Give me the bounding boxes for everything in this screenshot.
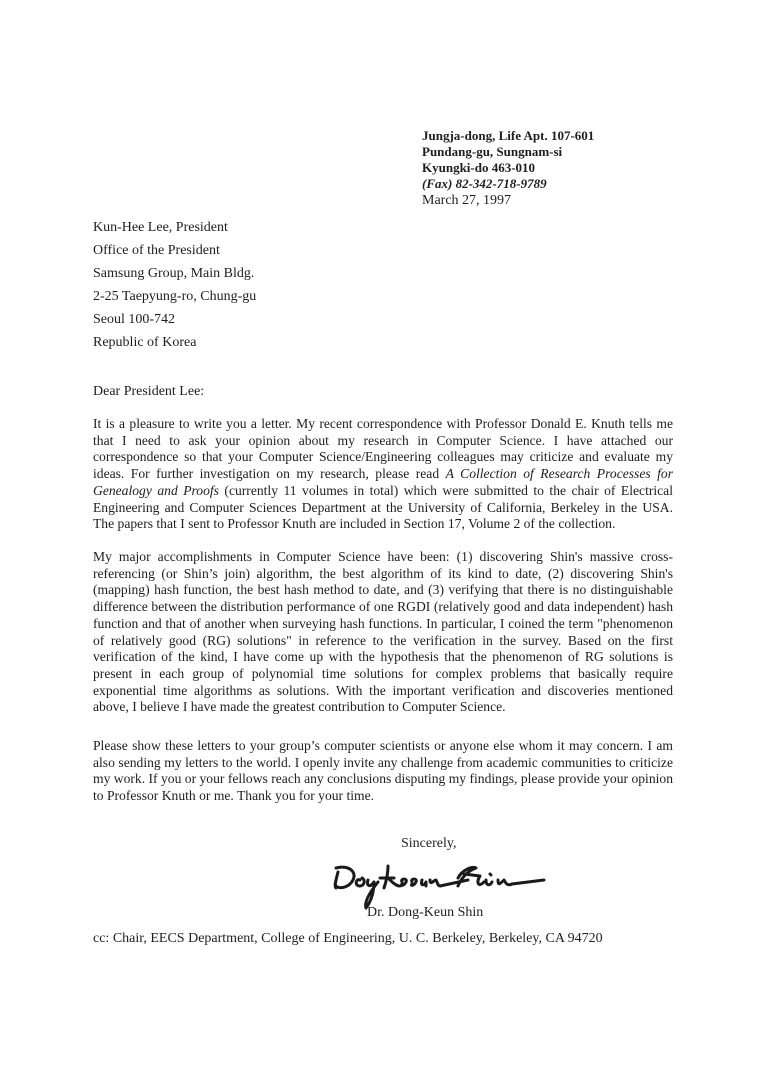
letter-date: March 27, 1997: [422, 193, 512, 208]
book-title: A Collection of Research Processes for Genealogy and Proofs: [93, 466, 673, 498]
closing: Sincerely,: [401, 836, 457, 851]
recipient-line: Samsung Group, Main Bldg.: [93, 266, 255, 281]
recipient-line: Republic of Korea: [93, 335, 197, 350]
sender-line: Jungja-dong, Life Apt. 107-601: [422, 128, 595, 143]
sender-fax: (Fax) 82-342-718-9789: [422, 176, 547, 191]
recipient-line: Seoul 100-742: [93, 312, 176, 327]
sender-line: Kyungki-do 463-010: [422, 160, 536, 175]
body-paragraph-3: Please show these letters to your group’s computer scientists or anyone else whom it may concern. I am also sending my letters to the world. I openly invite any challenge from academic communities to criticize my work. If you or your fellows reach any conclusions disputing my findings, please provide your opinion to Professor Knuth or me. Thank you for your time.: [93, 738, 673, 804]
p1-text-a: It is a pleasure to write you a letter. My recent correspondence with Professor Donald E. Knuth tells me that I need to ask your opinion about my research in Computer Science. I have attached our correspondence so that your Computer Science/Engineering colleagues may criticize and evaluate my ideas. For further investigation on my research, please read: [93, 416, 673, 482]
body-paragraph-1: [93, 416, 673, 533]
recipient-line: Kun-Hee Lee, President: [93, 220, 228, 235]
cc-line: cc: Chair, EECS Department, College of Engineering, U. C. Berkeley, Berkeley, CA 94720: [93, 931, 603, 946]
signer-name: Dr. Dong-Keun Shin: [367, 905, 484, 920]
salutation: Dear President Lee:: [93, 384, 205, 399]
sender-address: [422, 128, 594, 192]
sender-line: Pundang-gu, Sungnam-si: [422, 144, 563, 159]
p1-text-b: (currently 11 volumes in total) which were submitted to the chair of Electrical Engineering and Computer Sciences Department at the University of California, Berkeley in the USA. The papers that I sent to Professor Knuth are included in Section 17, Volume 2 of the collection.: [93, 482, 673, 532]
recipient-line: 2-25 Taepyung-ro, Chung-gu: [93, 289, 257, 304]
body-paragraph-2: My major accomplishments in Computer Science have been: (1) discovering Shin's massive cross-referencing (or Shin’s join) algorithm, the best algorithm of its kind to date, (2) discovering Shin's (mapping) hash function, the best hash method to date, and (3) verifying that there is no distinguishable difference between the distribution performance of one RGDI (relatively good and data independent) hash function and that of another when surveying hash functions. In particular, I coined the term "phenomenon of relatively good (RG) solutions" in reference to the verification in the survey. Based on the first verification of the kind, I have come up with the hypothesis that the phenomenon of RG solutions is present in each group of polynomial time solutions for complex problems that basically require exponential time algorithms as solutions. With the important verification and discoveries mentioned above, I believe I have made the greatest contribution to Computer Science.: [93, 549, 673, 715]
recipient-line: Office of the President: [93, 243, 220, 258]
recipient-address: [93, 216, 256, 354]
